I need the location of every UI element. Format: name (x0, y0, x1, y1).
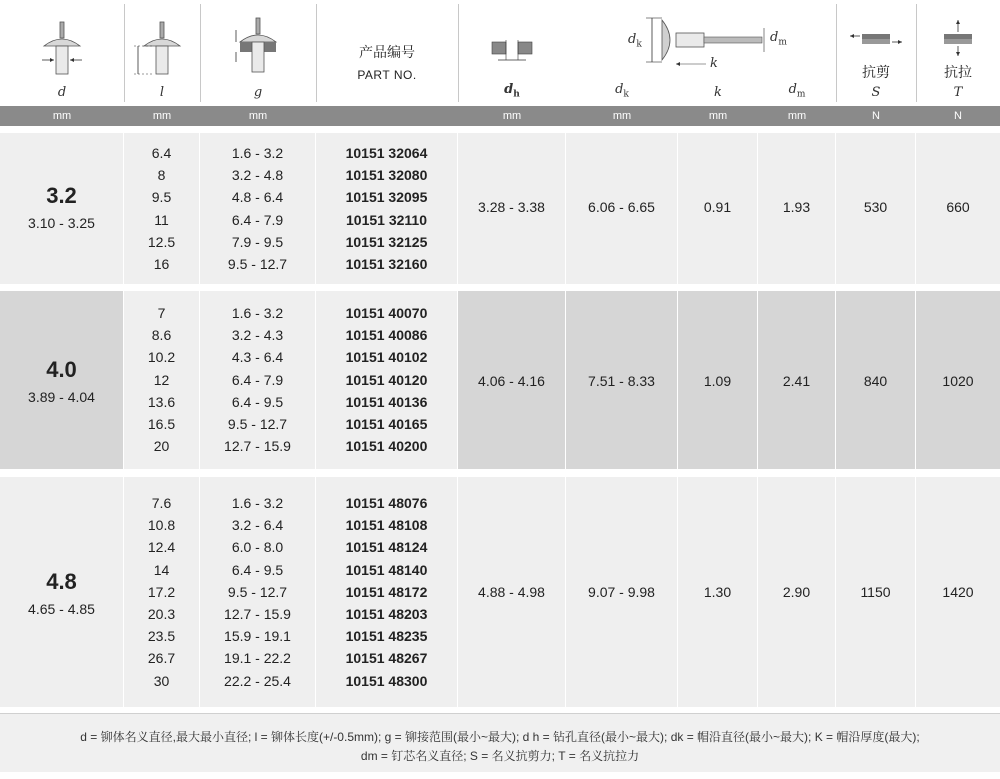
part-number: 10151 40120 (345, 371, 428, 388)
part-number: 10151 32080 (345, 167, 428, 184)
header-g (200, 0, 316, 104)
grip-value: 15.9 - 19.1 (224, 628, 291, 645)
header-d (0, 0, 124, 104)
cell-parts (316, 477, 457, 707)
part-no-en: PART NO. (357, 68, 417, 82)
shear-value: 840 (863, 373, 888, 389)
cell-dk (566, 291, 677, 469)
cell-dh (458, 477, 565, 707)
rivet-group-4-0 (0, 291, 1000, 469)
cell-lengths (124, 133, 199, 284)
header-tensile (916, 0, 1000, 104)
part-number: 10151 32095 (345, 189, 428, 206)
grip-value: 3.2 - 4.8 (231, 167, 284, 184)
grip-value: 12.7 - 15.9 (224, 606, 291, 623)
length-value: 14 (153, 561, 170, 578)
cell-dm (758, 477, 835, 707)
shear-force-icon (836, 0, 916, 60)
length-list (124, 142, 199, 275)
symbol-g: g (253, 85, 263, 100)
grip-value: 1.6 - 3.2 (231, 495, 284, 511)
length-value: 26.7 (147, 650, 176, 667)
diameter-range: 3.10 - 3.25 (28, 215, 95, 231)
grip-value: 4.3 - 6.4 (231, 349, 284, 366)
dm-value: 1.93 (782, 199, 811, 215)
diameter-nominal: 3.2 (46, 183, 77, 208)
symbol-dk: $d_k$ (615, 82, 629, 100)
grip-value: 3.2 - 4.3 (231, 327, 284, 344)
tensile-value: 1420 (942, 584, 974, 600)
length-value: 20 (153, 438, 170, 455)
length-value: 10.8 (147, 517, 176, 534)
part-number: 10151 40136 (345, 393, 428, 410)
header-part-no (316, 0, 458, 104)
grip-list (200, 302, 315, 457)
dm-value: 2.90 (782, 584, 811, 600)
grip-value: 12.7 - 15.9 (224, 438, 291, 455)
cell-tensile (916, 291, 1000, 469)
part-number: 10151 48140 (345, 561, 428, 578)
grip-value: 7.9 - 9.5 (231, 233, 284, 250)
cell-diameter (0, 477, 123, 707)
part-number: 10151 48235 (345, 628, 428, 645)
length-value: 10.2 (147, 349, 176, 366)
length-value: 9.5 (151, 189, 172, 206)
cell-tensile (916, 477, 1000, 707)
length-value: 30 (153, 672, 170, 689)
cell-parts (316, 133, 457, 284)
part-number: 10151 40102 (345, 349, 428, 366)
grip-value: 9.5 - 12.7 (227, 416, 288, 433)
cell-lengths (124, 477, 199, 707)
cell-grips (200, 477, 315, 707)
symbol-l: l (159, 85, 165, 100)
cell-grips (200, 133, 315, 284)
part-number: 10151 32125 (345, 233, 428, 250)
grip-value: 9.5 - 12.7 (227, 583, 288, 600)
k-value: 1.09 (703, 373, 732, 389)
length-value: 8 (157, 167, 166, 184)
unit-dm: mm (787, 110, 807, 122)
part-number: 10151 40200 (345, 438, 428, 455)
length-value: 16 (153, 256, 170, 273)
cell-grips (200, 291, 315, 469)
dm-value: 2.41 (782, 373, 811, 389)
part-list (316, 142, 457, 275)
unit-l: mm (152, 110, 172, 122)
unit-bar (0, 106, 1000, 126)
cell-diameter (0, 133, 123, 284)
header-dm (758, 0, 836, 104)
header-dk (566, 0, 678, 104)
grip-value: 9.5 - 12.7 (227, 256, 288, 273)
grip-list (200, 142, 315, 275)
cell-shear (836, 477, 915, 707)
length-list (124, 302, 199, 457)
unit-d: mm (52, 110, 72, 122)
shear-value: 1150 (860, 584, 891, 600)
unit-T: N (954, 110, 962, 122)
dk-value: 7.51 - 8.33 (588, 373, 655, 389)
length-value: 20.3 (147, 606, 176, 623)
cell-tensile (916, 133, 1000, 284)
symbol-dh: $d_h$ (504, 82, 520, 100)
unit-k: mm (708, 110, 728, 122)
cell-dm (758, 291, 835, 469)
part-number: 10151 32160 (345, 256, 428, 273)
part-number: 10151 40086 (345, 327, 428, 344)
symbol-k: k (714, 85, 722, 100)
tensile-value: 660 (946, 199, 970, 215)
header-dh (458, 0, 566, 104)
rivet-length-icon (124, 0, 200, 82)
part-number: 10151 48203 (345, 606, 428, 623)
cell-dh (458, 291, 565, 469)
cell-k (678, 477, 757, 707)
header-shear (836, 0, 916, 104)
length-value: 12.4 (147, 539, 176, 556)
grip-list (200, 492, 315, 692)
length-value: 8.6 (151, 327, 172, 344)
symbol-T: T (953, 85, 963, 100)
shear-value: 530 (863, 199, 888, 215)
grip-value: 6.4 - 7.9 (231, 211, 284, 228)
part-no-cn: 产品编号 (359, 44, 415, 60)
shear-cn: 抗剪 (862, 64, 890, 80)
legend-footer (0, 713, 1000, 772)
symbol-S: S (871, 85, 881, 100)
part-number: 10151 48108 (345, 517, 428, 534)
cell-dm (758, 133, 835, 284)
part-list (316, 492, 457, 692)
length-value: 6.4 (151, 145, 172, 161)
header-l (124, 0, 200, 104)
unit-g: mm (248, 110, 268, 122)
length-value: 17.2 (147, 583, 176, 600)
grip-value: 19.1 - 22.2 (224, 650, 291, 667)
cell-shear (836, 291, 915, 469)
grip-value: 6.0 - 8.0 (231, 539, 284, 556)
part-number: 10151 48076 (345, 495, 428, 511)
length-value: 12 (153, 371, 170, 388)
cell-parts (316, 291, 457, 469)
part-number: 10151 48267 (345, 650, 428, 667)
unit-dh: mm (502, 110, 522, 122)
table-header (0, 0, 1000, 108)
symbol-dm: $d_m$ (788, 82, 806, 100)
part-number: 10151 40165 (345, 416, 428, 433)
grip-value: 1.6 - 3.2 (231, 145, 284, 161)
length-value: 12.5 (147, 233, 176, 250)
diameter-nominal: 4.0 (46, 357, 77, 382)
grip-range-icon (200, 0, 316, 82)
length-value: 13.6 (147, 393, 176, 410)
drill-hole-icon (458, 0, 566, 82)
length-value: 7 (157, 305, 166, 321)
grip-value: 4.8 - 6.4 (231, 189, 284, 206)
legend-line-2: dm = 钉芯名义直径; S = 名义抗剪力; T = 名义抗拉力 (360, 749, 640, 763)
cell-dk (566, 133, 677, 284)
k-value: 0.91 (703, 199, 732, 215)
cell-lengths (124, 291, 199, 469)
dk-value: 6.06 - 6.65 (588, 199, 655, 215)
symbol-d: d (57, 85, 67, 100)
diagram-label-dm: $d_m$ (770, 30, 787, 48)
rivet-group-3-2 (0, 133, 1000, 284)
grip-value: 3.2 - 6.4 (231, 517, 284, 534)
unit-dk: mm (612, 110, 632, 122)
cell-k (678, 133, 757, 284)
part-number: 10151 32110 (346, 211, 427, 228)
cell-k (678, 291, 757, 469)
part-list (316, 302, 457, 457)
dk-value: 9.07 - 9.98 (588, 584, 655, 600)
rivet-diameter-icon (0, 0, 124, 82)
grip-value: 6.4 - 7.9 (231, 371, 284, 388)
part-number: 10151 32064 (345, 145, 428, 161)
diameter-range: 3.89 - 4.04 (28, 389, 95, 405)
tensile-value: 1020 (942, 373, 974, 389)
unit-S: N (872, 110, 880, 122)
k-value: 1.30 (703, 584, 732, 600)
part-number: 10151 40070 (345, 305, 428, 321)
part-number: 10151 48300 (345, 672, 428, 689)
dh-value: 4.06 - 4.16 (478, 373, 545, 389)
length-value: 7.6 (151, 495, 172, 511)
length-value: 23.5 (147, 628, 176, 645)
diagram-label-k: k (710, 56, 718, 71)
length-value: 16.5 (147, 416, 176, 433)
length-value: 11 (154, 211, 169, 228)
diagram-label-dk: $d_k$ (628, 32, 642, 50)
tensile-cn: 抗拉 (944, 64, 972, 80)
diameter-nominal: 4.8 (46, 569, 77, 594)
tensile-force-icon (916, 0, 1000, 60)
dh-value: 4.88 - 4.98 (478, 584, 545, 600)
rivet-group-4-8 (0, 477, 1000, 707)
header-k (678, 0, 758, 104)
part-number: 10151 48172 (345, 583, 428, 600)
grip-value: 1.6 - 3.2 (231, 305, 284, 321)
cell-shear (836, 133, 915, 284)
grip-value: 6.4 - 9.5 (231, 393, 284, 410)
length-list (124, 492, 199, 692)
cell-dk (566, 477, 677, 707)
cell-diameter (0, 291, 123, 469)
grip-value: 22.2 - 25.4 (224, 672, 291, 689)
part-number: 10151 48124 (345, 539, 428, 556)
dh-value: 3.28 - 3.38 (478, 199, 545, 215)
cell-dh (458, 133, 565, 284)
grip-value: 6.4 - 9.5 (231, 561, 284, 578)
diameter-range: 4.65 - 4.85 (28, 601, 95, 617)
legend-line-1: d = 铆体名义直径,最大最小直径; l = 铆体长度(+/-0.5mm); g = 铆接范围(最小~最大); d h = 钻孔直径(最小~最大); dk = 帽沿直径(最小~最大); K = 帽沿厚度(最大); (80, 730, 920, 744)
